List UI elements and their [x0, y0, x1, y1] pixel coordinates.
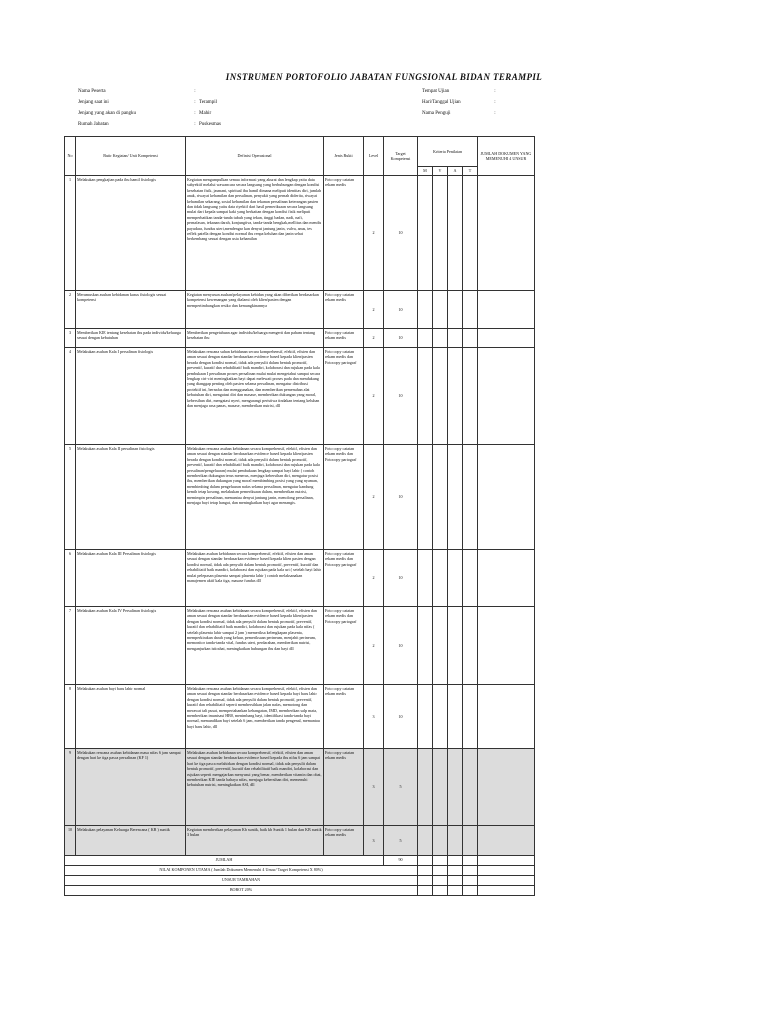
row-bukti: Foto copy catatan rekam medis	[324, 749, 364, 826]
row-v	[433, 445, 448, 550]
row-a	[448, 291, 463, 329]
row-m	[418, 826, 433, 856]
row-level: 3	[364, 685, 384, 749]
row-m	[418, 550, 433, 607]
row-no: 5	[65, 445, 76, 550]
row-definisi: Memberikan pengetahuan agar individu/keluarga mengerti dan paham tentang kesehatan ibu	[186, 329, 324, 348]
row-bukti: Foto copy catatan rekam medis dan Fotocopy partograf	[324, 607, 364, 685]
col-a: A	[448, 167, 463, 176]
row-m	[418, 348, 433, 445]
row-butir: Melakukan pelayanan Keluarga Berencana ( KB ) suntik	[76, 826, 186, 856]
row-target: 10	[384, 607, 418, 685]
row-no: 2	[65, 291, 76, 329]
col-definisi: Definisi Operasional	[186, 137, 324, 176]
table-row	[65, 176, 535, 291]
row-jumlah	[478, 826, 535, 856]
row-v	[433, 550, 448, 607]
row-v	[433, 685, 448, 749]
row-v	[433, 176, 448, 291]
row-v	[433, 607, 448, 685]
table-row	[65, 445, 535, 550]
col-jumlah: JUMLAH DOKUMEN YANG MEMENUHI 4 UNSUR	[478, 137, 535, 176]
row-no: 6	[65, 550, 76, 607]
row-a	[448, 550, 463, 607]
row-t	[463, 291, 478, 329]
row-t	[463, 445, 478, 550]
row-t	[463, 550, 478, 607]
row-target: 5	[384, 749, 418, 826]
table-row	[65, 291, 535, 329]
row-t	[463, 749, 478, 826]
row-v	[433, 291, 448, 329]
header-row-tempat: Tempat Ujian :	[422, 89, 496, 94]
row-target: 10	[384, 348, 418, 445]
row-butir: Melakukan pengkajian pada ibu hamil fisiologis	[76, 176, 186, 291]
col-bukti: Jenis Bukti	[324, 137, 364, 176]
row-definisi: Melakukan asuhan kebidanan secara komprehensif, efektif, efisien dan aman sesuai dengan standar berdasarkan evidence based kepada ibu nifas 6 jam sampai hari ke tiga pasca melahirkan dengan kondisi normal, tidak ada penyulit dalam bentuk promotif, preventif, kuratif dan rehabilitatif baik mandiri, kolaborasi dan rujukan seperti mengajarkan menyusui yang benar, memberikan vitamin dan obat, memberikan KIE tanda bahaya nifas, menjaga kebersihan diri, memenuhi kebutuhan nutrisi, meningkatkan ASI, dll	[186, 749, 324, 826]
table-row	[65, 749, 535, 826]
row-jumlah	[478, 749, 535, 826]
row-bukti: Foto copy catatan rekam medis	[324, 826, 364, 856]
row-no: 1	[65, 176, 76, 291]
table-row	[65, 348, 535, 445]
footer-jumlah: JUMLAH	[65, 856, 384, 866]
col-target: Target Kompetensi	[384, 137, 418, 176]
row-no: 8	[65, 685, 76, 749]
row-a	[448, 445, 463, 550]
row-bukti: Foto copy catatan rekam medis dan Fotocopy partograf	[324, 348, 364, 445]
row-a	[448, 348, 463, 445]
row-definisi: Kegiatan mengumpulkan semua informasi yang akurat dan lengkap yaitu data subyektif melalui wawancara secara langsung yang berhubungan dengan kondisi kesehatan fisik, jasmani, spiritual ibu hamil dimana meliputi identitas diri, jumlah anak, riwayat kehamilan dan persalinan, penyakit yang pernah diderita, riwayat kehamilan sekarang, sosial kehamilan dan tekanan persalinan keterangan pasien dan tidak langsung yaitu data riyektif dari hasil pemeriksaan secara langsung mulai dari kepala sampai kaki yang berkaitan dengan kondisi fisik meliputi memperhatikan tanda-tanda tubuh yang tekan, tinggi badan, nadi, nafi, pernafasan, tekanan darah, konjungtiva, tanda-tanda bengkak,mellitus dan mendis payudara, fundus uteri,mendengar kan denyut jantung janin, vulva, anus, tes reflek patella dengan kondisi normal ibu renpa keluhan dan janin sehat berkembang sesuai dengan usia kehamilan	[186, 176, 324, 291]
row-bukti: Foto copy catatan rekam medis	[324, 685, 364, 749]
row-jumlah	[478, 348, 535, 445]
row-definisi: Kegiatan menyusun asuhan/pelayanan kebidan yang akan diberikan berdasarkan kompetensi kewenangan yang dialami oleh klien/pasien dengan mempertimbangkan resiko dan kemungkinannya	[186, 291, 324, 329]
row-t	[463, 826, 478, 856]
row-level: 2	[364, 348, 384, 445]
row-no: 7	[65, 607, 76, 685]
row-butir: Melakukan asuhan Kala I persalinan fisiologis	[76, 348, 186, 445]
row-definisi: Melakukan rencana asuhan kebidanan secara komprehensif, efektif, efisien dan aman sesuai dengan standar berdasarkan evidence based kepada klien/pasien dengan kondisi normal, tidak ada penyulit dalam bentuk promotif, preventif, kuratif dan rehabilitatif baik mandiri, kolaborasi dan rujukan pada kala nifas ( setelah plasenta lahir sampai 2 jam ) memeriksa kelengkapan plasenta, memperkirakan darah yang keluar, pemeriksaan perineum, menjahit perineum, memonitor tanda-tanda vital, fundus uteri, perdarahan, memberikan nutrisi, menganjurkan istirahat, meningkatkan hubungan ibu dan bayi dll	[186, 607, 324, 685]
header-row-penguji: Nama Penguji :	[422, 111, 496, 116]
row-level: 2	[364, 176, 384, 291]
row-no: 3	[65, 329, 76, 348]
row-no: 10	[65, 826, 76, 856]
row-jumlah	[478, 445, 535, 550]
col-no: No	[65, 137, 76, 176]
row-butir: Melakukan asuhan bayi baru lahir normal	[76, 685, 186, 749]
row-butir: Melakukan asuhan Kala III Persalinan fisiologis	[76, 550, 186, 607]
row-target: 10	[384, 291, 418, 329]
row-definisi: Melakukan rencana suhan kebidanan secara komprehensif, efektif, efisien dan aman sesuai dengan standar berdasarkan evidence based kepada klien/pasien berada dengan kondisi normal, tidak ada penyulit dalam bentuk promotif, preventif, kuratif dan rehabilitatif baik mandiri, kolaborasi dan rujukan pada kala pembukaan I persalinan proses persalinan mulai mulai mengetahui sampai secara lengkap ciri-ciri meningkatkan bayi dapat melewati proses pada dan mendukung yang dianggap penting oleh pasien selama persalinan, mengatur distribusi protektif ini, bernafas dan menggunakan, dan memberikan pemenuhan alat kebutuhan diri, mengatasi diri dan masase, memberikan dukungan yang moral, kebersihan diri, mengatasi nyeri, mengurangi peristiwa tindakan tentang keluhan dan menjaga rasa panas, masase, memberikan nutrisi, dll	[186, 348, 324, 445]
row-jumlah	[478, 291, 535, 329]
row-m	[418, 607, 433, 685]
page-title: INSTRUMEN PORTOFOLIO JABATAN FUNGSIONAL BIDAN TERAMPIL	[225, 72, 543, 82]
col-level: Level	[364, 137, 384, 176]
row-definisi: Melakukan rencana asuhan kebidanan secara komprehensif, efektif, efisien dan aman sesuai dengan standar berdasarkan evidence based kepada klien/pasien berada dengan kondisi normal, tidak ada penyulit dalam bentuk promotif, preventif, kuratif dan rehabilitatif baik mandiri, kolaborasi dan rujukan pada kala persalinan/pengeluaran) mulai pembukaan lengkap sampai bayi lahir ( contoh memberikan dukungan terus menerus, menjaga kebersihan diri, mengatur posisi ibu, memberikan dukungan yang moral membimbing posisi yang yang nyaman, membimbing dalam pengeluaran nafas selama persalinan, mengatur kandung kemih tetap kosong, melakukan pemeriksaan dalam, memberikan nutrisi, memimpin persalinan, memantau denyut jantung janin, menolong persalinan, menjaga bayi tetap hangat, dan meningkatkan bayi agar menangis.	[186, 445, 324, 550]
header-right	[422, 88, 499, 121]
row-level: 2	[364, 445, 384, 550]
row-target: 10	[384, 329, 418, 348]
row-no: 4	[65, 348, 76, 445]
row-t	[463, 329, 478, 348]
row-jumlah	[478, 550, 535, 607]
row-bukti: Foto copy catatan rekam medis	[324, 291, 364, 329]
header-row-rumah: Rumah Jabatan : Puskesmas	[78, 122, 221, 127]
footer-unsur: UNSUR TAMBAHAN	[65, 876, 418, 886]
table-row	[65, 685, 535, 749]
col-kriteria: Kriteria Penilaian	[418, 137, 478, 167]
row-m	[418, 445, 433, 550]
row-t	[463, 176, 478, 291]
header-left	[78, 88, 221, 132]
row-jumlah	[478, 685, 535, 749]
row-no: 9	[65, 749, 76, 826]
row-m	[418, 329, 433, 348]
table-row	[65, 329, 535, 348]
row-m	[418, 176, 433, 291]
row-definisi: Kegiatan memberikan pelayanan Kb suntik, baik kb Suntik 1 bulan dan KB suntik 3 bulan	[186, 826, 324, 856]
row-target: 5	[384, 826, 418, 856]
row-target: 10	[384, 550, 418, 607]
col-t: T	[463, 167, 478, 176]
row-butir: Melakukan asuhan Kala II persalinan fisiologis	[76, 445, 186, 550]
row-target: 10	[384, 445, 418, 550]
row-t	[463, 348, 478, 445]
col-butir: Butir Kegiatan/ Unit Kompetensi	[76, 137, 186, 176]
row-level: 2	[364, 550, 384, 607]
header-row-jenjang: Jenjang saat ini : Terampil	[78, 100, 217, 105]
row-butir: Melakukan rencana asuhan kebidanan masa nifas 6 jam sampai dengan hari ke tiga pasca persalinan (KF 1)	[76, 749, 186, 826]
header-row-jenjang-pangku: Jenjang yang akan di pangku : Mahir	[78, 111, 212, 116]
table-row	[65, 550, 535, 607]
footer-bobot: BOBOT 20%	[65, 886, 418, 896]
col-m: M	[418, 167, 433, 176]
footer-nilai: NILAI KOMPONEN UTAMA ( Jumlah Dokumen Memenuhi 4 Unsur/ Target Kompetensi X 80%)	[65, 866, 418, 876]
row-definisi: Melakukan rencana asuhan kebidanan secara komprehensif, efektif, efisien dan aman sesuai dengan standar berdasarkan evidence based kepada bayi baru lahir dengan kondisi normal, tidak ada penyulit dalam bentuk promotif, preventif, kuratif dan rehabilitatif seperti membersihkan jalan nafas, memotong dan merawat tali pusat, mempertahankan kehangatan, IMD, memberikan salp mata, memberikan imunisasi HB0, menimbang bayi, identifikasi tanda-tanda bayi normal, memandikan bayi setelah 6 jam, memberikan tanda pengenal, memantau bayi baru lahir, dll	[186, 685, 324, 749]
row-t	[463, 607, 478, 685]
row-jumlah	[478, 329, 535, 348]
row-v	[433, 329, 448, 348]
row-m	[418, 291, 433, 329]
footer-jumlah-value: 90	[384, 856, 418, 866]
row-bukti: Foto copy catatan rekam medis	[324, 329, 364, 348]
row-level: 3	[364, 749, 384, 826]
row-m	[418, 749, 433, 826]
row-a	[448, 749, 463, 826]
row-a	[448, 176, 463, 291]
row-target: 10	[384, 685, 418, 749]
row-a	[448, 685, 463, 749]
row-bukti: Foto copy catatan rekam medis	[324, 176, 364, 291]
row-level: 2	[364, 291, 384, 329]
row-m	[418, 685, 433, 749]
row-a	[448, 826, 463, 856]
row-a	[448, 329, 463, 348]
row-level: 3	[364, 826, 384, 856]
row-bukti: Foto copy catatan rekam medis dan Fotocopy partograf	[324, 445, 364, 550]
header-row-nama: Nama Peserta :	[78, 89, 196, 94]
col-v: V	[433, 167, 448, 176]
row-butir: Melakukan asuhan Kala IV Persalinan fisiologis	[76, 607, 186, 685]
row-bukti: Foto copy catatan rekam medis dan Fotocopy partograf	[324, 550, 364, 607]
row-butir: Memberikan KIE tentang kesehatan ibu pada individu/keluarga sesuai dengan kebutuhan	[76, 329, 186, 348]
row-jumlah	[478, 607, 535, 685]
row-level: 2	[364, 329, 384, 348]
table-row	[65, 607, 535, 685]
row-t	[463, 685, 478, 749]
row-jumlah	[478, 176, 535, 291]
row-butir: Merumuskan asuhan kebidanan kasus fisiologis sesuai kompetensi	[76, 291, 186, 329]
row-v	[433, 749, 448, 826]
portfolio-table	[64, 136, 535, 896]
row-v	[433, 826, 448, 856]
row-v	[433, 348, 448, 445]
row-target: 10	[384, 176, 418, 291]
row-level: 2	[364, 607, 384, 685]
table-row	[65, 826, 535, 856]
row-a	[448, 607, 463, 685]
header-row-hari: Hari/Tanggal Ujian :	[422, 100, 496, 105]
row-definisi: Melakukan asuhan kebidanan secara komprehensif, efektif, efisien dan aman sesuai dengan standar berdasarkan evidence based kepada klien pasien dengan kondisi normal, tidak ada penyulit dalam bentuk promotif, preventif, kuratif dan rehabilitatif baik mandiri, kolaborasi dan rujukan pada kala uri ( setelah bayi lahir mulai pelepasan plasenta sampai plasenta lahir ) contoh melaksanakan manajemen aktif kala tiga, masase fundus dll	[186, 550, 324, 607]
